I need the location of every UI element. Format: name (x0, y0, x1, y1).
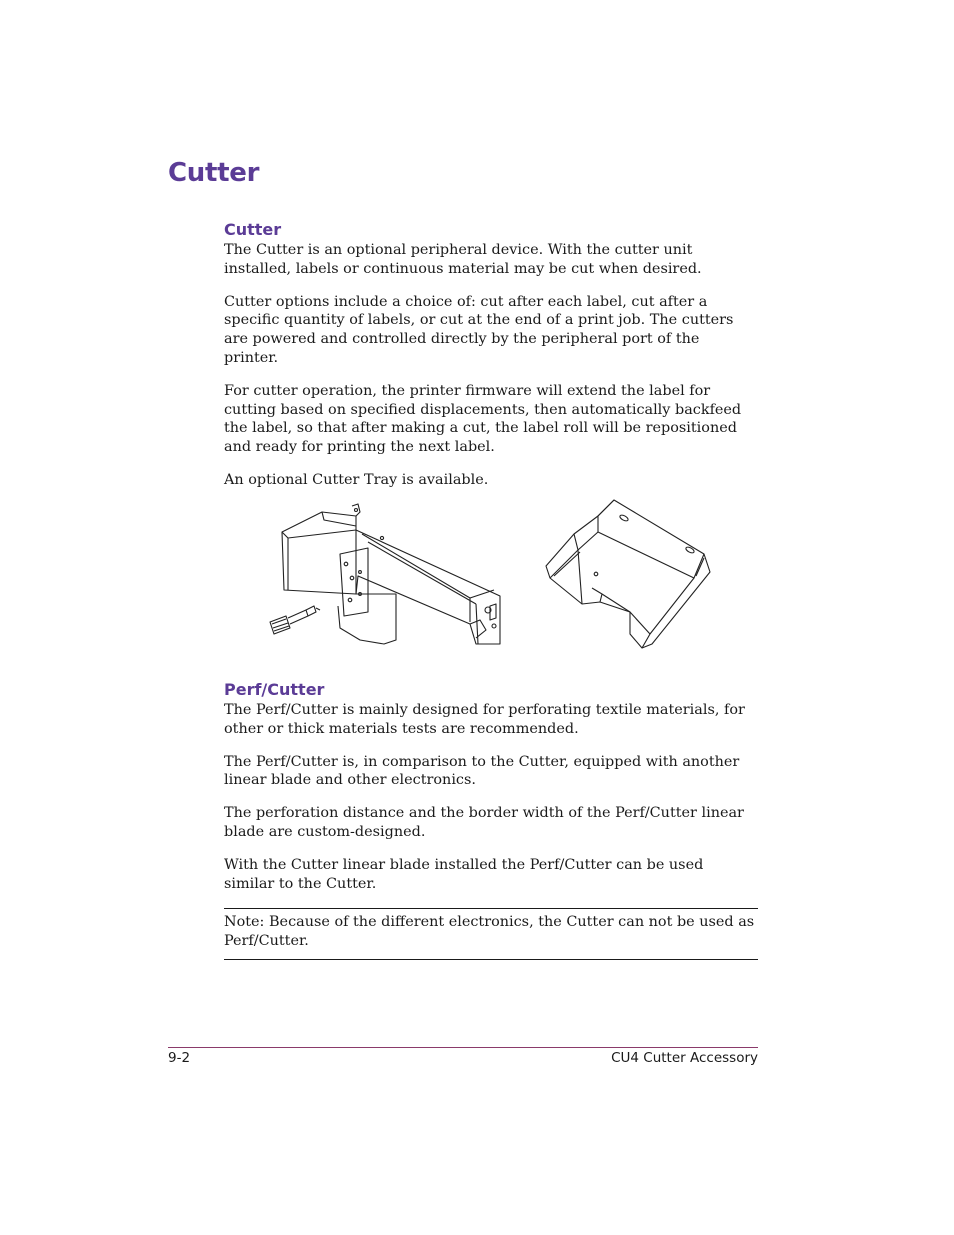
section-heading-perf-cutter: Perf/Cutter (224, 680, 325, 699)
paragraph: For cutter operation, the printer firmware will extend the label for cutting based on specified displacements, then automatically backfeed the label, so that after making a cut, the label roll will be repositioned and ready for printing the next label. (224, 382, 742, 456)
paragraph: The perforation distance and the border width of the Perf/Cutter linear blade are custom-designed. (224, 805, 744, 840)
footer-doc-title: CU4 Cutter Accessory (611, 1050, 758, 1066)
section-cutter (224, 220, 758, 504)
paragraph: The Perf/Cutter is, in comparison to the Cutter, equipped with another linear blade and other electronics. (224, 753, 740, 789)
note-text: Note: Because of the different electronics, the Cutter can not be used as Perf/Cutter. (224, 914, 755, 949)
page-number: 9-2 (168, 1050, 191, 1066)
cutter-unit-illustration (264, 494, 504, 654)
paragraph: The Cutter is an optional peripheral device. With the cutter unit installed, labels or continuous material may be cut when desired. (224, 242, 702, 277)
paragraph: The Perf/Cutter is mainly designed for perforating textile materials, for other or thick materials tests are recommended. (224, 702, 745, 737)
cutter-tray-illustration (544, 494, 724, 654)
section-heading-cutter: Cutter (224, 220, 282, 239)
note-box (224, 908, 758, 960)
paragraph: Cutter options include a choice of: cut after each label, cut after a specific quantity of labels, or cut at the end of a print job. The cutters are powered and controlled directly by the peripheral port of the printer. (224, 293, 734, 366)
paragraph: With the Cutter linear blade installed the Perf/Cutter can be used similar to the Cutter. (224, 856, 704, 892)
footer-divider (168, 1047, 758, 1048)
section-perf-cutter (224, 680, 758, 907)
chapter-title: Cutter (168, 158, 260, 188)
paragraph: An optional Cutter Tray is available. (224, 471, 489, 488)
cutter-figure (264, 494, 724, 654)
